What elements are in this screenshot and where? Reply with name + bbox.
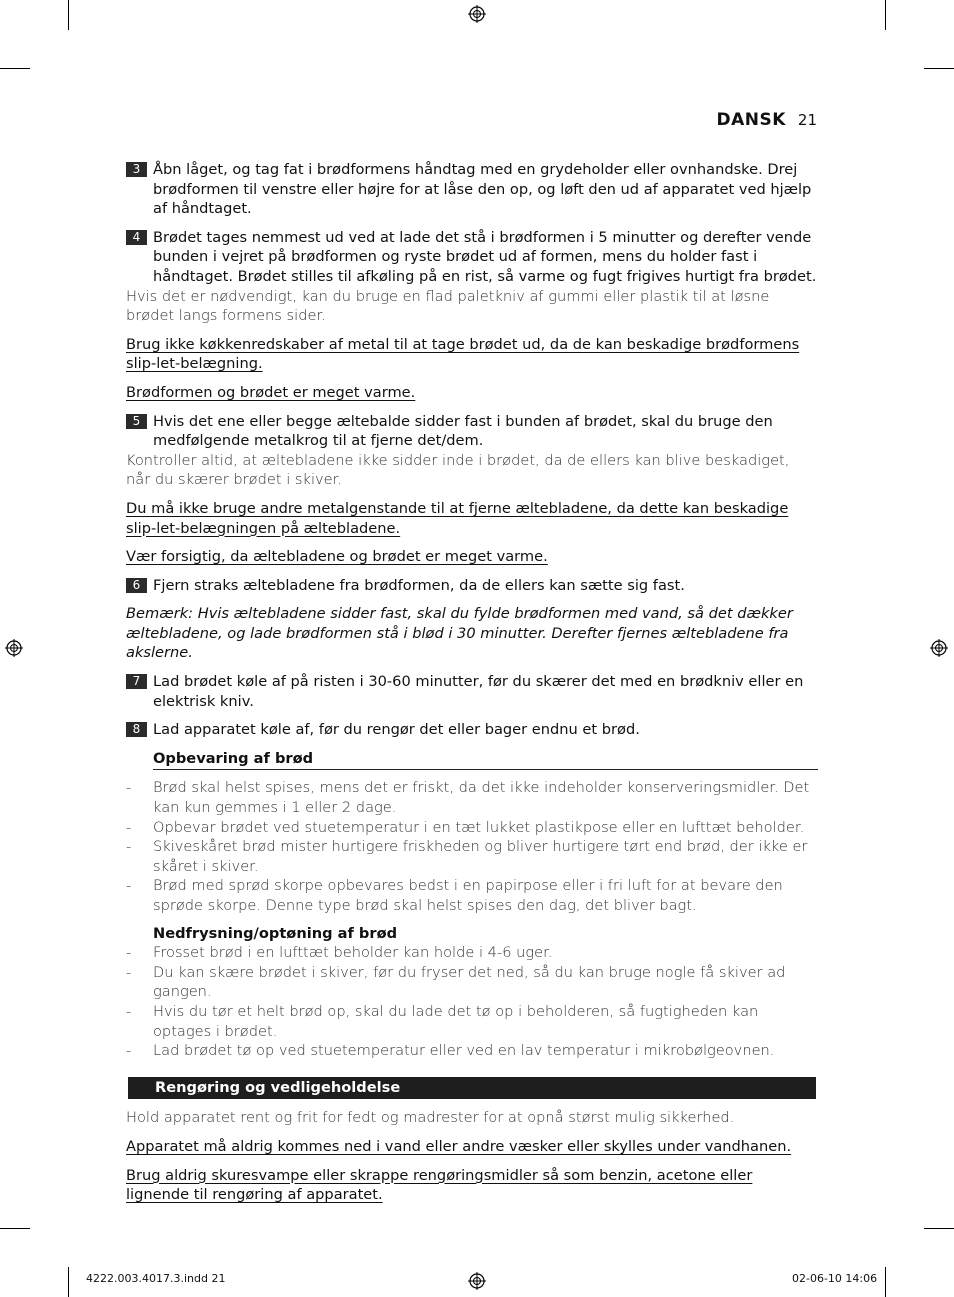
registration-mark-icon <box>930 639 948 657</box>
step-4 <box>126 228 818 287</box>
note-text: Kontroller altid, at æltebladene ikke sidder inde i brødet, da de ellers kan blive beskadiget, når du skærer brødet i skiver. <box>126 451 790 489</box>
registration-mark-icon <box>468 1272 486 1290</box>
warning-text: Vær forsigtig, da æltebladene og brødet er meget varme. <box>126 548 548 566</box>
crop-mark <box>0 1228 30 1229</box>
crop-mark <box>924 1228 954 1229</box>
page-content <box>126 160 818 1214</box>
step-text: Åbn låget, og tag fat i brødformens håndtag med en grydeholder eller ovnhandske. Drej brødformen til venstre eller højre for at låse den op, og løft den ud af apparatet ved hjælp af håndtaget. <box>153 161 812 218</box>
list-item: - Hvis du tør et helt brød op, skal du lade det tø op i beholderen, så fugtigheden kan optages i brødet. <box>126 1002 818 1041</box>
step-text: Lad apparatet køle af, før du rengør det eller bager endnu et brød. <box>153 721 640 739</box>
crop-mark <box>0 68 30 69</box>
step-text: Lad brødet køle af på risten i 30-60 minutter, før du skærer det med en brødkniv eller en elektrisk kniv. <box>153 673 804 710</box>
step-text: Fjern straks æltebladene fra brødformen, da de ellers kan sætte sig fast. <box>153 576 685 594</box>
step-number: 6 <box>126 578 147 593</box>
list-item: - Brød med sprød skorpe opbevares bedst i en papirpose eller i fri luft for at bevare den sprøde skorpe. Denne type brød skal helst spises den dag, det bliver bagt. <box>126 876 818 915</box>
footer-date: 02-06-10 14:06 <box>792 1272 878 1285</box>
list-item: - Lad brødet tø op ved stuetemperatur eller ved en lav temperatur i mikrobølgeovnen. <box>126 1041 818 1061</box>
step-number: 5 <box>126 414 147 429</box>
list-item: - Brød skal helst spises, mens det er friskt, da det ikke indeholder konserveringsmidler. Det kan kun gemmes i 1 eller 2 dage. <box>126 778 818 817</box>
step-number: 4 <box>126 230 147 245</box>
list-item: - Skiveskåret brød mister hurtigere friskheden og bliver hurtigere tørt end brød, der ikke er skåret i skiver. <box>126 837 818 876</box>
crop-mark <box>68 1267 69 1297</box>
section-heading-freezing: Nedfrysning/optøning af brød <box>153 924 398 942</box>
list-item: - Du kan skære brødet i skiver, før du fryser det ned, så du kan bruge nogle få skiver ad gangen. <box>126 963 818 1002</box>
freezing-list <box>126 943 818 1061</box>
page-header <box>716 110 817 130</box>
section-heading-cleaning: Rengøring og vedligeholdelse <box>128 1077 816 1100</box>
step-number: 7 <box>126 674 147 689</box>
crop-mark <box>68 0 69 30</box>
cleaning-intro: Hold apparatet rent og frit for fedt og madrester for at opnå størst mulig sikkerhed. <box>126 1109 735 1127</box>
page-number: 21 <box>797 111 817 129</box>
storage-list <box>126 778 818 915</box>
note-text: Hvis det er nødvendigt, kan du bruge en flad paletkniv af gummi eller plastik til at løsne brødet langs formens sider. <box>126 287 770 325</box>
warning-text: Brug aldrig skuresvampe eller skrappe rengøringsmidler så som benzin, acetone eller lignende til rengøring af apparatet. <box>126 1166 753 1204</box>
crop-mark <box>885 0 886 30</box>
warning-text: Apparatet må aldrig kommes ned i vand eller andre væsker eller skylles under vandhanen. <box>126 1137 792 1155</box>
registration-mark-icon <box>468 5 486 23</box>
step-5 <box>126 412 818 451</box>
crop-mark <box>924 68 954 69</box>
remark-text: Bemærk: Hvis æltebladene sidder fast, skal du fylde brødformen med vand, så det dækker æltebladene, og lade brødformen stå i blød i 30 minutter. Derefter fjernes æltebladene fra akslerne. <box>126 605 793 662</box>
step-text: Brødet tages nemmest ud ved at lade det stå i brødformen i 5 minutter og derefter vende bunden i vejret på brødformen og ryste brødet ud af formen, mens du holder fast i håndtaget. Brødet stilles til afkøling på en rist, så varme og fugt frigives hurtigt fra brødet. <box>153 228 817 285</box>
warning-text: Du må ikke bruge andre metalgenstande til at fjerne æltebladene, da dette kan beskadige slip-let-belægningen på æltebladene. <box>126 499 789 537</box>
footer-file: 4222.003.4017.3.indd 21 <box>86 1272 226 1285</box>
step-8 <box>126 720 818 740</box>
section-heading-storage: Opbevaring af brød <box>153 749 818 771</box>
list-item: - Opbevar brødet ved stuetemperatur i en tæt lukket plastikpose eller en lufttæt beholder. <box>126 818 818 838</box>
crop-mark <box>885 1267 886 1297</box>
warning-text: Brug ikke køkkenredskaber af metal til at tage brødet ud, da de kan beskadige brødformens slip-let-belægning. <box>126 335 800 373</box>
step-7 <box>126 672 818 711</box>
step-3 <box>126 160 818 219</box>
list-item: - Frosset brød i en lufttæt beholder kan holde i 4-6 uger. <box>126 943 818 963</box>
step-number: 3 <box>126 162 147 177</box>
warning-text: Brødformen og brødet er meget varme. <box>126 383 416 401</box>
step-number: 8 <box>126 722 147 737</box>
step-6 <box>126 576 818 596</box>
step-text: Hvis det ene eller begge æltebalde sidder fast i bunden af brødet, skal du bruge den medfølgende metalkrog til at fjerne det/dem. <box>153 412 773 450</box>
language-label: DANSK <box>716 110 786 130</box>
registration-mark-icon <box>5 639 23 657</box>
